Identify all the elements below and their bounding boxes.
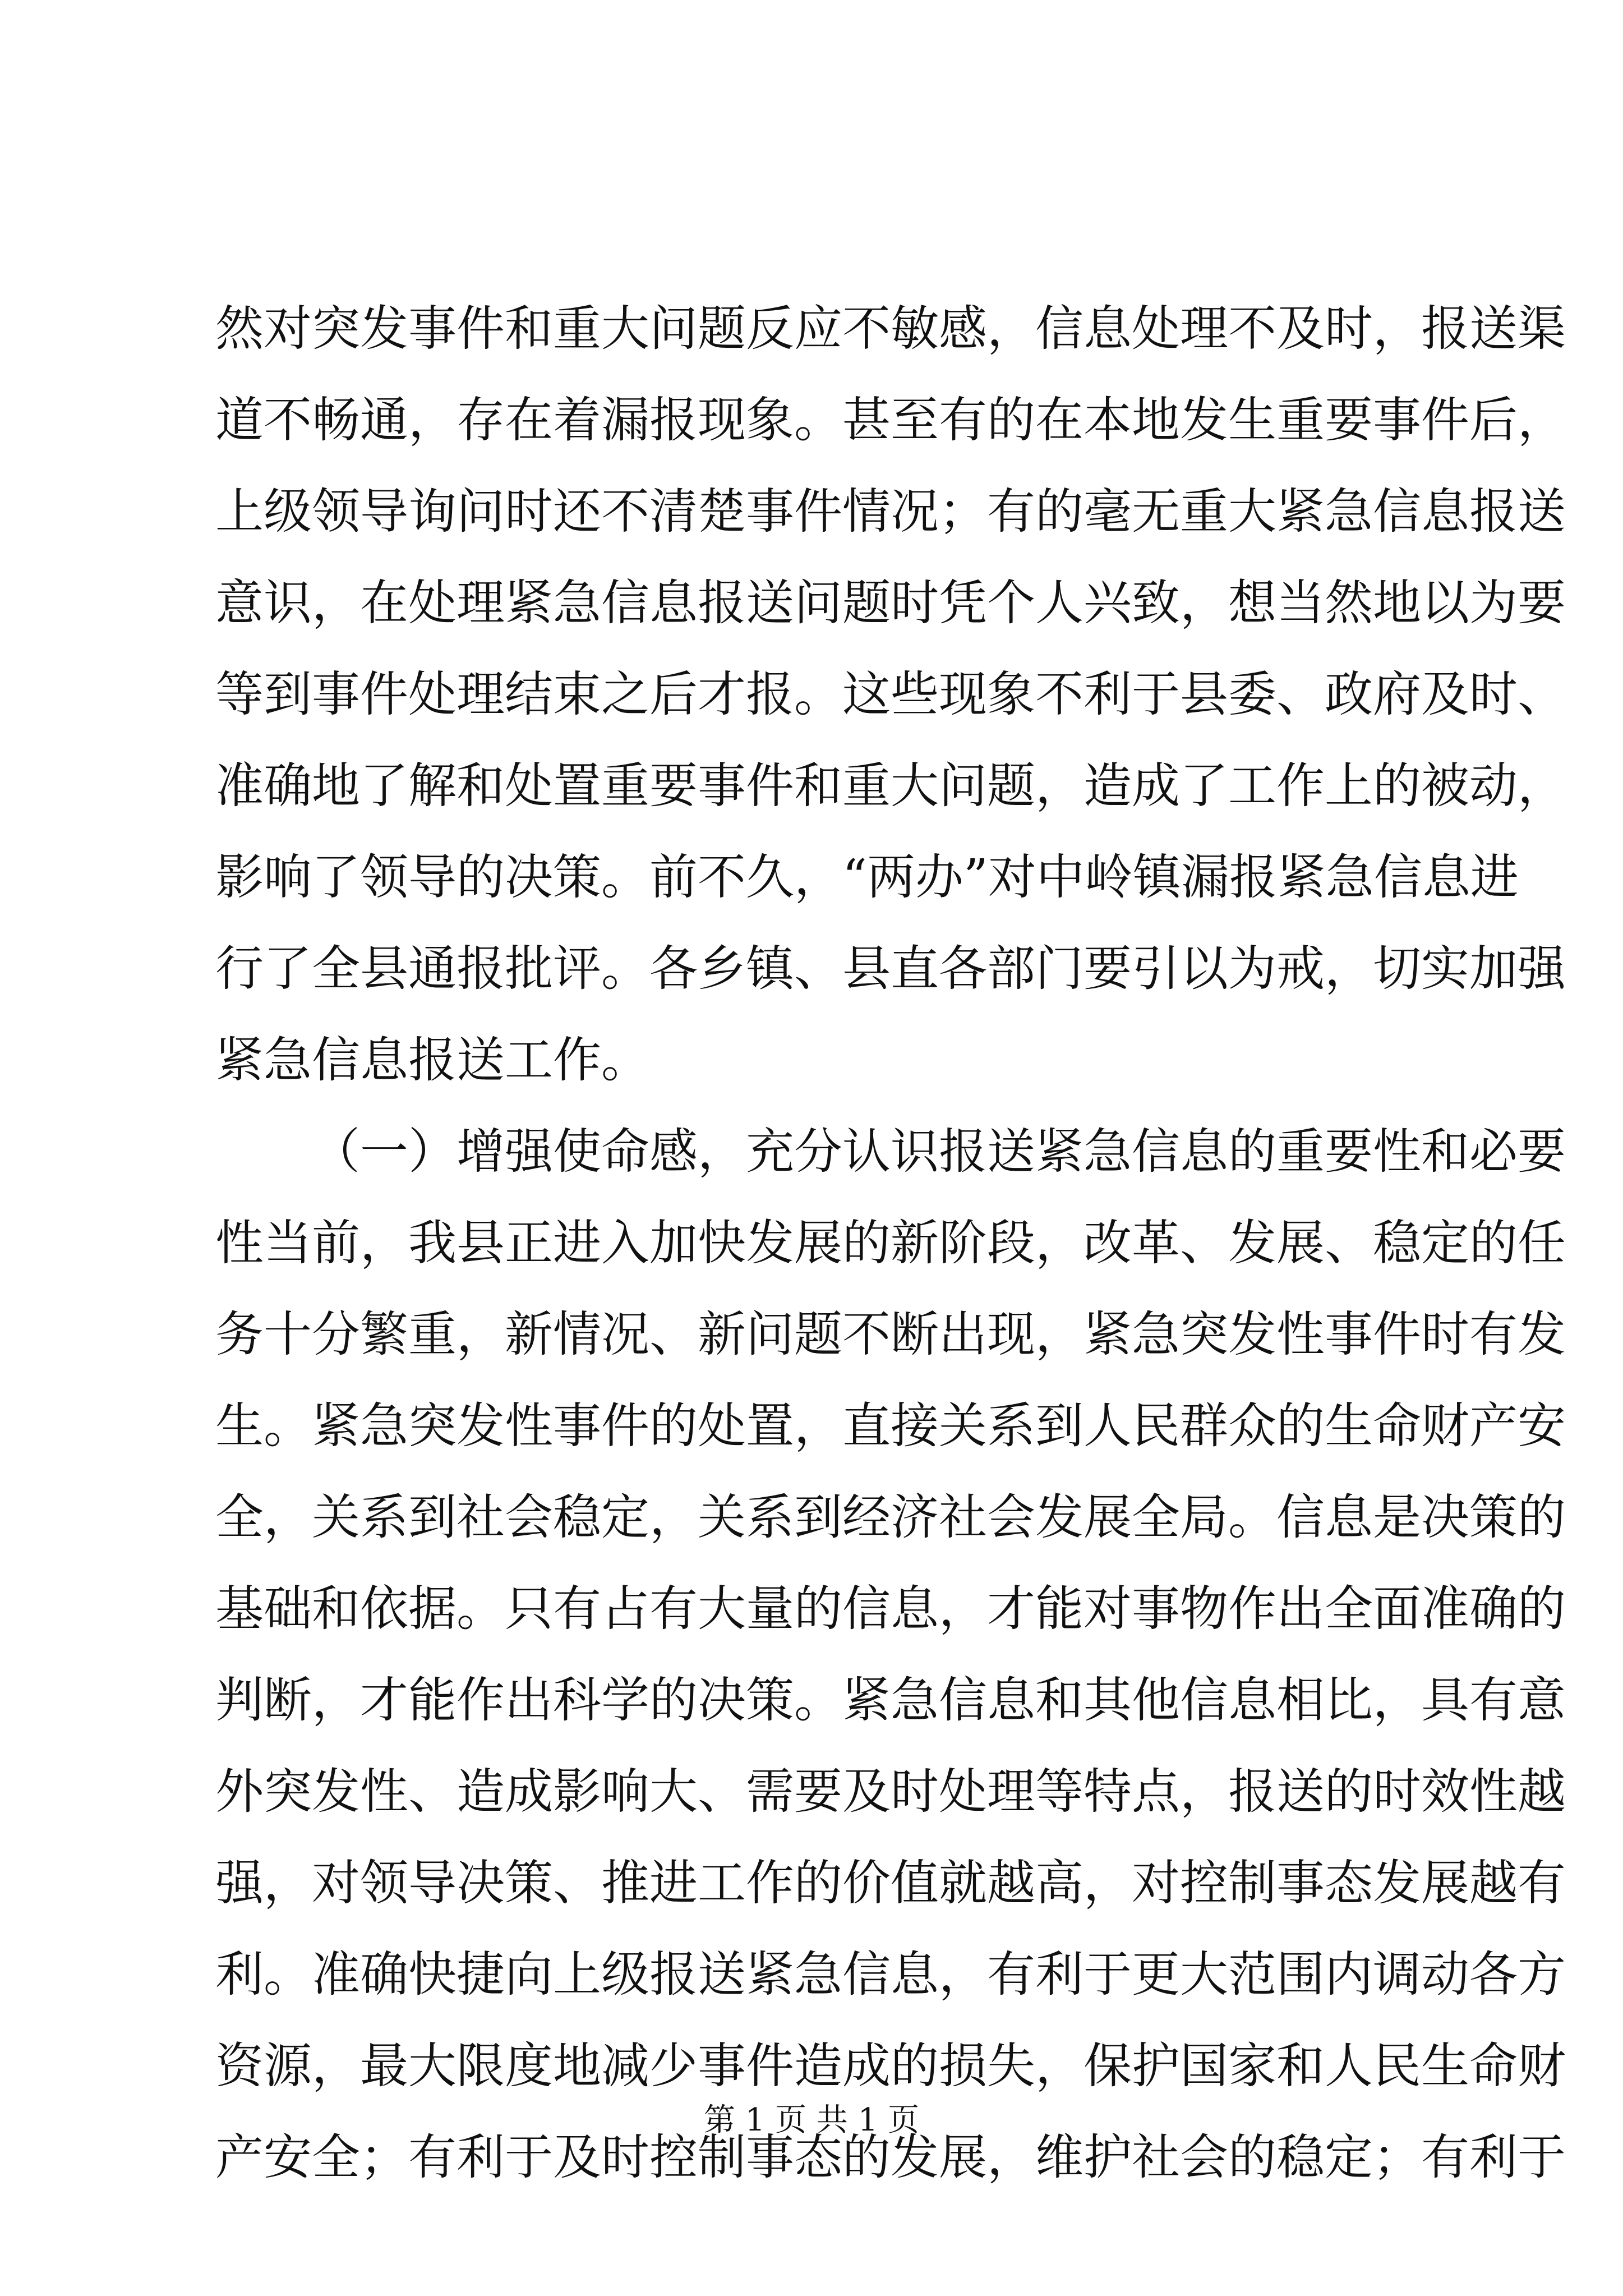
text-line: 判断，才能作出科学的决策。紧急信息和其他信息相比，具有意: [215, 1672, 1566, 1728]
text-line: 生。紧急突发性事件的处置，直接关系到人民群众的生命财产安: [215, 1398, 1566, 1454]
text-line: 利。准确快捷向上级报送紧急信息，有利于更大范围内调动各方: [215, 1947, 1566, 2003]
text-line: 影响了领导的决策。前不久，“两办”对中岭镇漏报紧急信息进: [215, 849, 1519, 905]
document-body: [215, 283, 1566, 2203]
text-line: 行了全县通报批评。各乡镇、县直各部门要引以为戒，切实加强: [215, 941, 1566, 997]
section-heading-line: （一）增强使命感，充分认识报送紧急信息的重要性和必要: [312, 1124, 1566, 1180]
text-line: 全，关系到社会稳定，关系到经济社会发展全局。信息是决策的: [215, 1489, 1566, 1545]
text-line: 意识，在处理紧急信息报送问题时凭个人兴致，想当然地以为要: [215, 575, 1566, 631]
text-line: 外突发性、造成影响大、需要及时处理等特点，报送的时效性越: [215, 1764, 1566, 1820]
text-line: 紧急信息报送工作。: [215, 1032, 649, 1088]
text-line: 务十分繁重，新情况、新问题不断出现，紧急突发性事件时有发: [215, 1306, 1566, 1363]
text-line: 等到事件处理结束之后才报。这些现象不利于县委、政府及时、: [215, 666, 1566, 723]
text-line: 强，对领导决策、推进工作的价值就越高，对控制事态发展越有: [215, 1855, 1566, 1911]
text-line: 准确地了解和处置重要事件和重大问题，造成了工作上的被动，: [215, 758, 1566, 814]
text-line: 资源，最大限度地减少事件造成的损失，保护国家和人民生命财: [215, 2038, 1566, 2094]
text-line: 产安全；有利于及时控制事态的发展，维护社会的稳定；有利于: [215, 2129, 1566, 2185]
text-line: 道不畅通，存在着漏报现象。甚至有的在本地发生重要事件后，: [215, 392, 1566, 448]
text-line: 上级领导询问时还不清楚事件情况；有的毫无重大紧急信息报送: [215, 484, 1566, 540]
text-line: 基础和依据。只有占有大量的信息，才能对事物作出全面准确的: [215, 1581, 1566, 1637]
text-line: 性当前，我县正进入加快发展的新阶段，改革、发展、稳定的任: [215, 1215, 1566, 1271]
page-footer: 第 1 页 共 1 页: [703, 2102, 920, 2138]
text-line: 然对突发事件和重大问题反应不敏感，信息处理不及时，报送渠: [215, 301, 1566, 357]
